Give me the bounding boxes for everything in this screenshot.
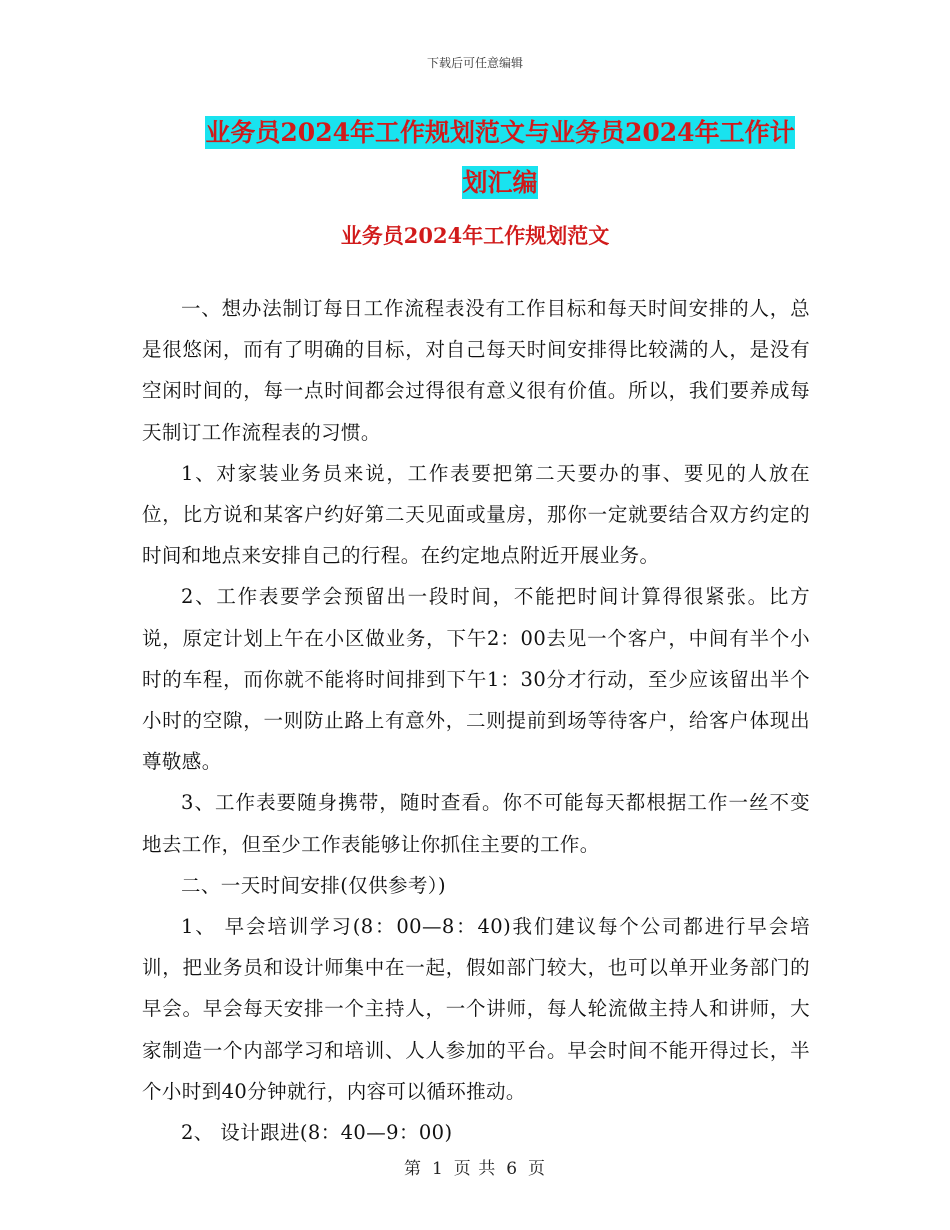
paragraph: 二、一天时间安排(仅供参考）) xyxy=(181,873,446,897)
paragraph: 2、工作表要学会预留出一段时间，不能把时间计算得很紧张。比方说，原定计划上午在小区做业务，下午2：00去见一个客户，中间有半个小时的车程，而你就不能将时间排到下午1：30分才行动，至少应该留出半个小时的空隙，一则防止路上有意外，二则提前到场等待客户，给客户体现出尊敬感。 xyxy=(142,585,810,774)
header-note: 下载后可任意编辑 xyxy=(426,56,523,70)
paragraph: 1、 早会培训学习(8：00—8：40)我们建议每个公司都进行早会培训，把业务员和设计师集中在一起，假如部门较大，也可以单开业务部门的早会。早会每天安排一个主持人，一个讲师，每人轮流做主持人和讲师，大家制造一个内部学习和培训、人人参加的平台。早会时间不能开得过长，半个小时到40分钟就行，内容可以循环推动。 xyxy=(142,915,810,1103)
paragraph: 2、 设计跟进(8：40—9：00) xyxy=(181,1121,453,1145)
footer-middle: 页 共 xyxy=(453,1159,497,1179)
section-title: 业务员2024年工作规划范文 xyxy=(340,223,610,248)
body-text xyxy=(142,288,810,1153)
paragraph: 1、对家装业务员来说，工作表要把第二天要办的事、要见的人放在位，比方说和某客户约好第二天见面或量房，那你一定就要结合双方约定的时间和地点来安排自己的行程。在约定地点附近开展业务。 xyxy=(142,461,810,568)
footer-prefix: 第 xyxy=(403,1159,422,1179)
paragraph: 3、工作表要随身携带，随时查看。你不可能每天都根据工作一丝不变地去工作，但至少工作表能够让你抓住主要的工作。 xyxy=(142,791,810,856)
title-line-1: 业务员2024年工作规划范文与业务员2024年工作计 xyxy=(205,118,795,147)
footer-total-pages: 6 xyxy=(506,1159,519,1179)
paragraph: 一、想办法制订每日工作流程表没有工作目标和每天时间安排的人，总是很悠闲，而有了明确的目标，对自己每天时间安排得比较满的人，是没有空闲时间的，每一点时间都会过得很有意义很有价值。所以，我们要养成每天制订工作流程表的习惯。 xyxy=(142,297,810,444)
page-footer xyxy=(0,1154,950,1179)
footer-suffix: 页 xyxy=(528,1159,547,1179)
footer-page-number: 1 xyxy=(431,1159,444,1179)
title-line-2: 划汇编 xyxy=(462,168,538,197)
document-title xyxy=(140,108,860,208)
